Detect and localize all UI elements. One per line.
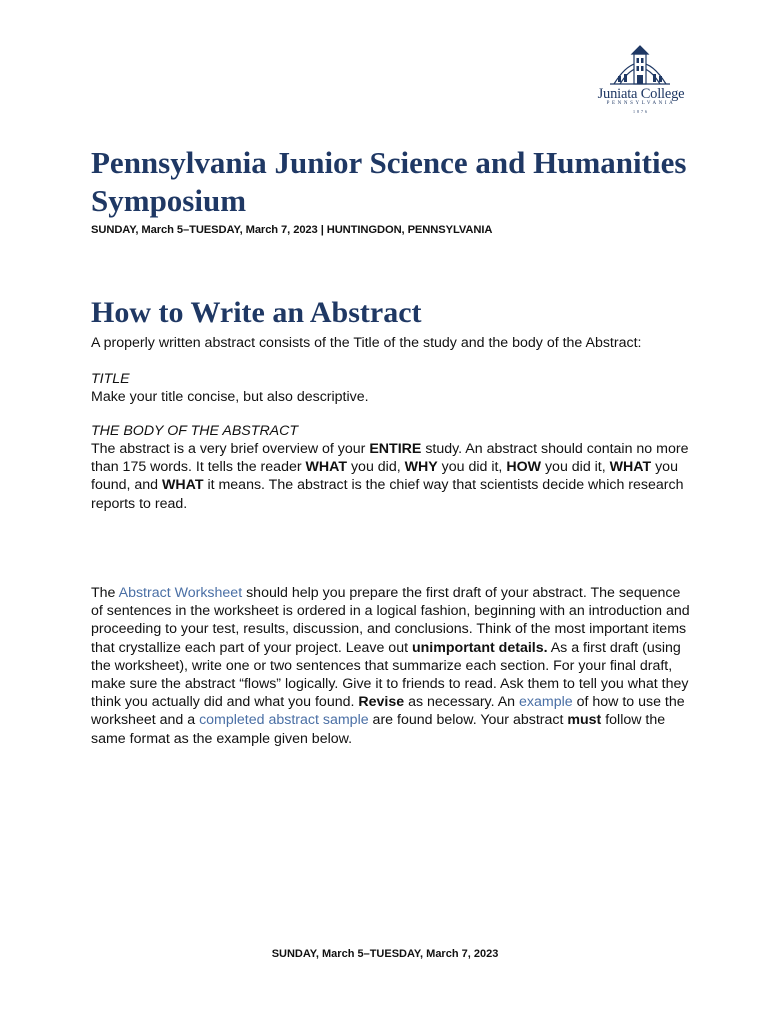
footer-dates: SUNDAY, March 5–TUESDAY, March 7, 2023 — [271, 948, 499, 960]
abstract-worksheet-link[interactable]: Abstract Worksheet — [118, 585, 243, 601]
page-title: Pennsylvania Junior Science and Humanities Symposium — [91, 145, 687, 218]
worksheet-paragraph: The Abstract Worksheet should help you prepare the first draft of your abstract. The sequence of sentences in the worksheet is ordered in a logical fashion, beginning with an introduction and proceeding to your test, results, discussion, and conclusions. Think of the most important items that crystallize each part of your project. Leave out unimportant details. As a first draft (using the worksheet), write one or two sentences that summarize each section. For your final draft, make sure the abstract “flows” logically. Give it to friends to read. Ask them to tell you what they think you actually did and what you found. Revise as necessary. An example of how to use the worksheet and a completed abstract sample are found below. Your abstract must follow the same format as the example given below. — [91, 585, 690, 747]
logo-name: Juniata College — [597, 86, 685, 102]
section-heading: How to Write an Abstract — [91, 296, 422, 329]
college-building-logo-icon — [592, 44, 688, 118]
logo-year: 1876 — [633, 109, 649, 114]
completed-abstract-sample-link[interactable]: completed abstract sample — [199, 712, 369, 729]
title-label: TITLE — [91, 371, 130, 387]
event-dates-location: SUNDAY, March 5–TUESDAY, March 7, 2023 | HUNTINGDON, PENNSYLVANIA — [91, 224, 493, 236]
title-description: Make your title concise, but also descriptive. — [91, 389, 369, 405]
logo-subtitle: PENNSYLVANIA — [606, 101, 676, 106]
example-link[interactable]: example — [519, 694, 573, 711]
body-label: THE BODY OF THE ABSTRACT — [91, 423, 299, 439]
body-paragraph: The abstract is a very brief overview of your ENTIRE study. An abstract should contain no more than 175 words. It tells the reader WHAT you did, WHY you did it, HOW you did it, WHAT you found, and WHAT it means. The abstract is the chief way that scientists decide which research reports to read. — [91, 441, 689, 512]
intro-paragraph: A properly written abstract consists of the Title of the study and the body of the Abstract: — [91, 335, 642, 351]
